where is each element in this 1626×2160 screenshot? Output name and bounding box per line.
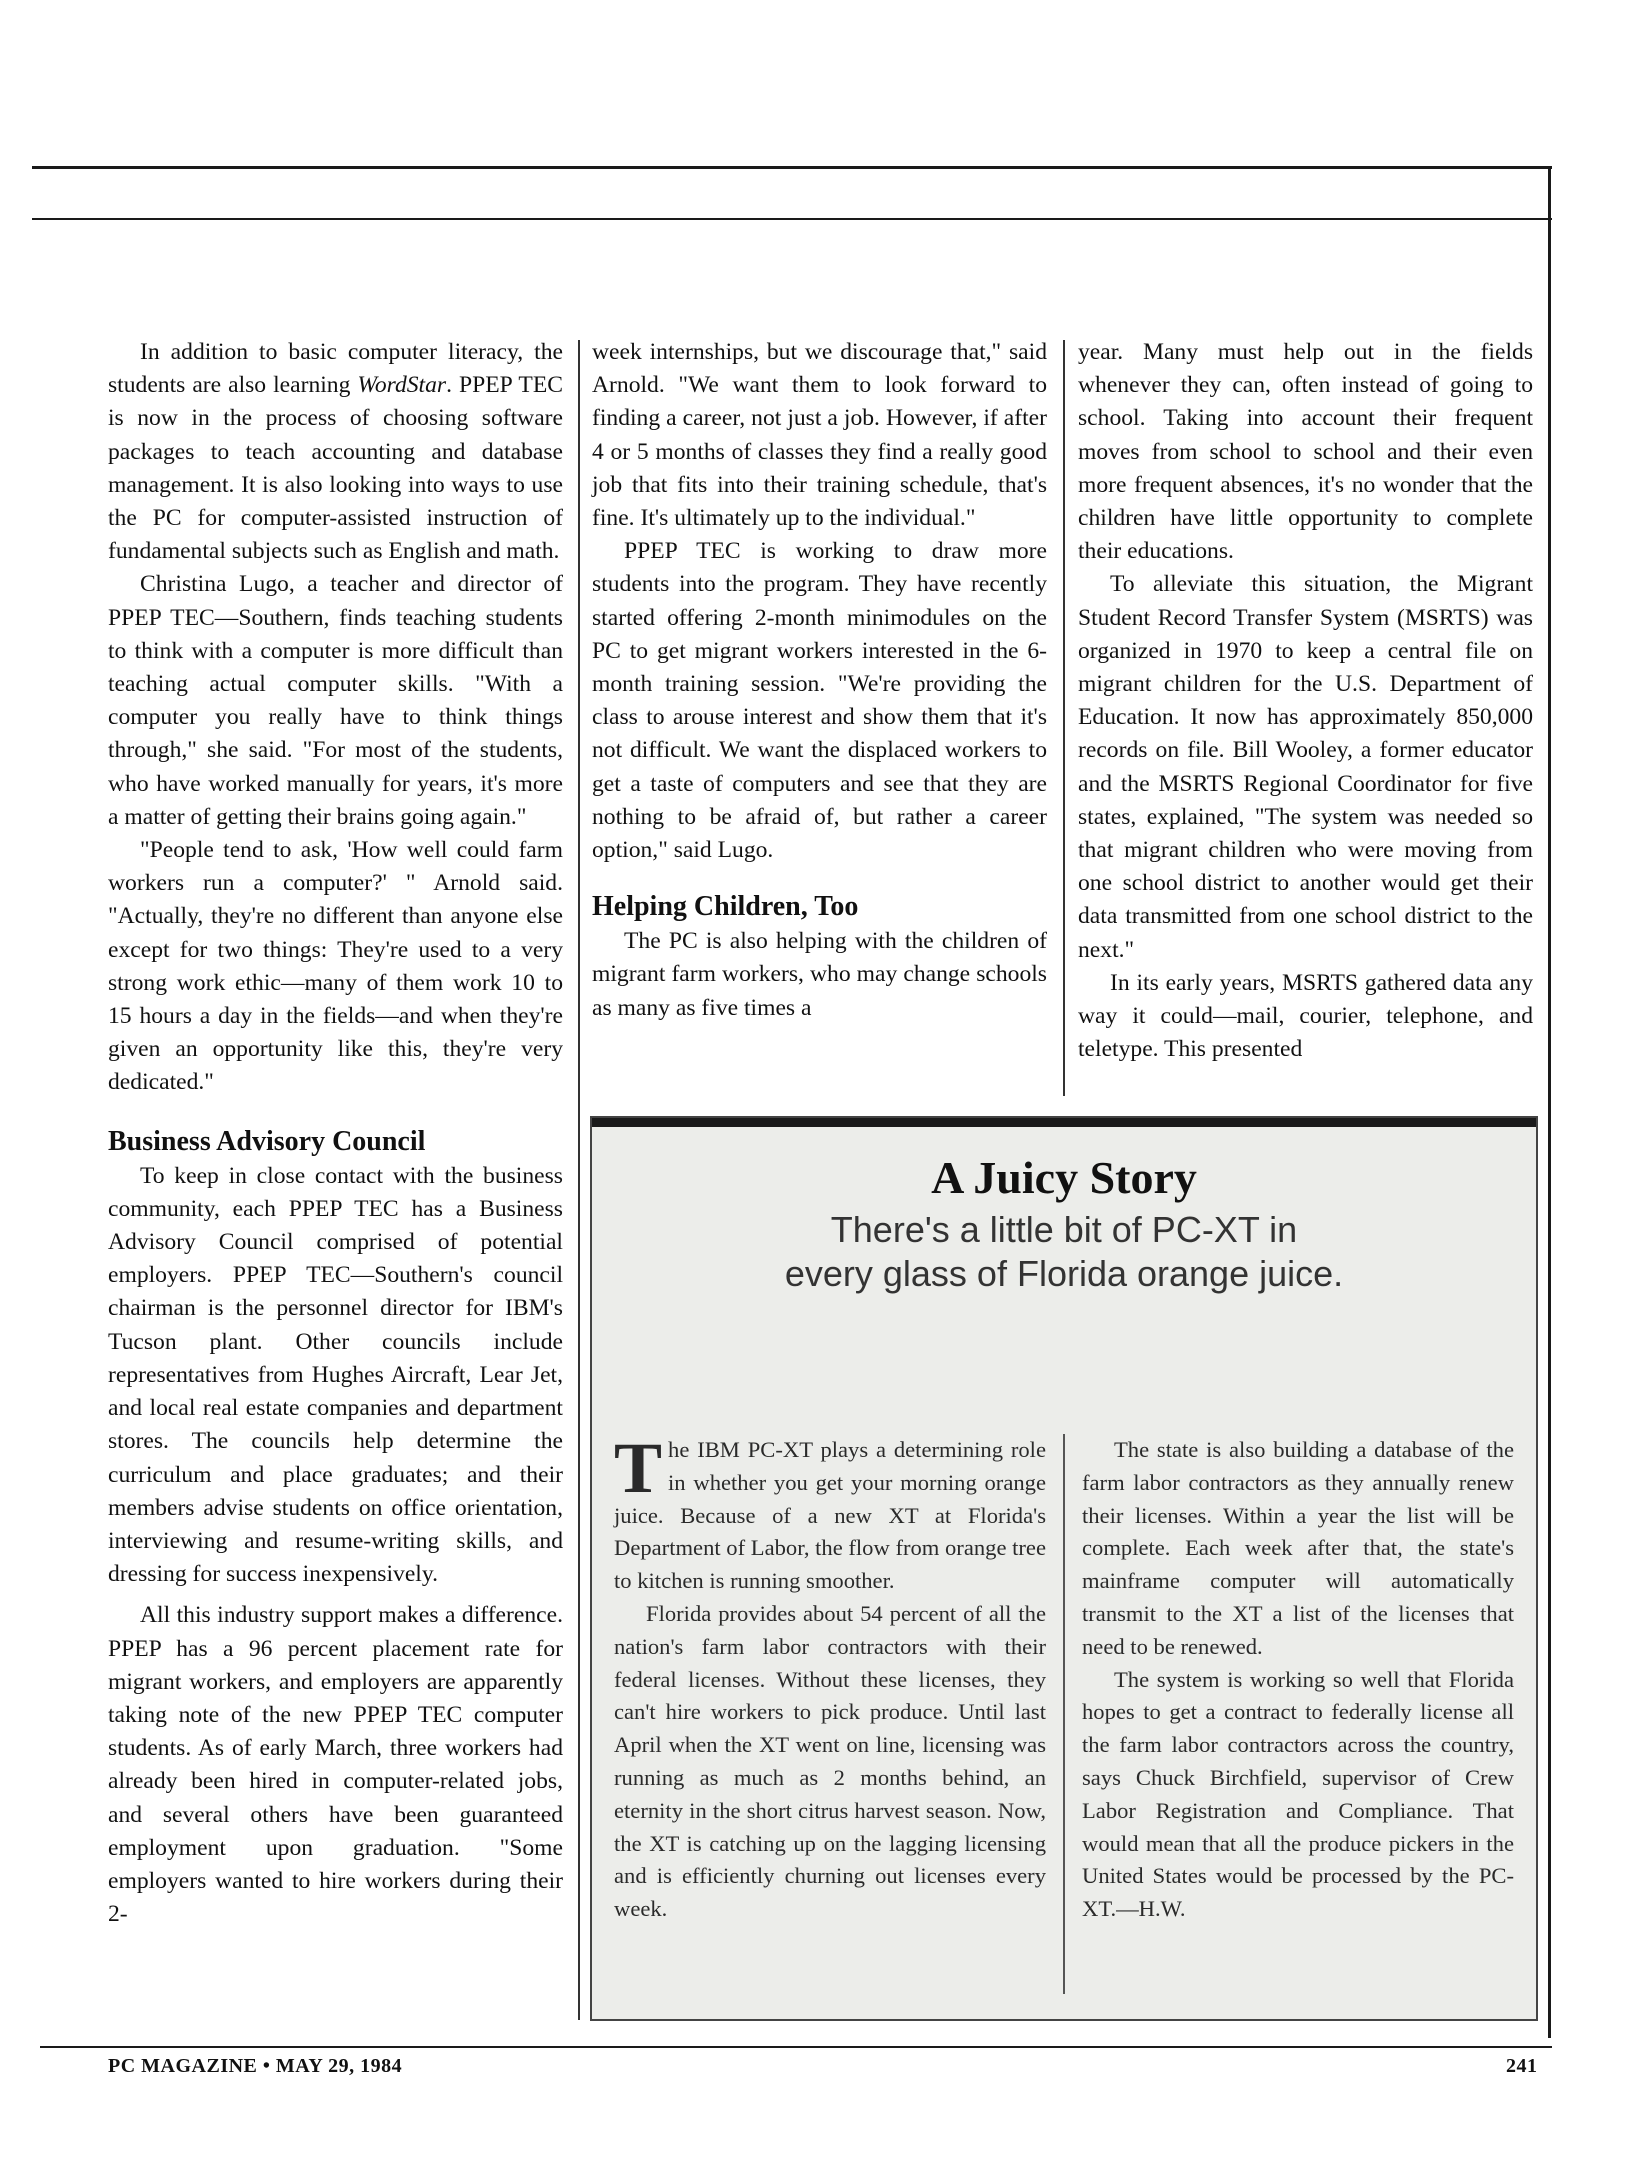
column-separator-2 <box>1063 340 1065 1096</box>
col1-paragraph-1: In addition to basic computer literacy, the students are also learning WordStar. PPEP TEC is now in the process of choosing software packages to teach accounting and database management. It is also looking into ways to use the PC for computer-assisted instruction of fundamental subjects such as English and math. <box>108 339 563 565</box>
header-rule-bottom <box>32 218 1552 220</box>
footer-publication: PC MAGAZINE • MAY 29, 1984 <box>108 2055 403 2077</box>
sidebar-left-paragraph-1: The IBM PC-XT plays a determining role in whether you get your morning orange juice. Because of a new XT at Florida's Department of Labor, the flow from orange tree to kitchen is running smoother. <box>614 1428 1046 1594</box>
section-heading-helping-children: Helping Children, Too <box>592 891 859 923</box>
article-column-1 <box>108 336 563 1931</box>
sidebar-subtitle <box>592 1208 1536 1296</box>
sidebar-column-left <box>614 1428 1046 1926</box>
col1-paragraph-3: "People tend to ask, 'How well could farm workers run a computer?' " Arnold said. "Actually, they're no different than anyone else except for two things: They're used to a very strong work ethic—many of them work 10 to 15 hours a day in the fields—and when they're given an opportunity like this, they're very dedicated." <box>108 837 563 1096</box>
article-column-3 <box>1078 336 1533 1066</box>
sidebar-right-paragraph-1: The state is also building a database of the farm labor contractors as they annually renew their licenses. Within a year the list will be complete. Each week after that, the state's mainframe computer will automatically transmit to the XT a list of the licenses that need to be renewed. <box>1082 1437 1514 1659</box>
sidebar-right-paragraph-2: The system is working so well that Florida hopes to get a contract to federally license all the farm labor contractors across the country, says Chuck Birchfield, supervisor of Crew Labor Registration and Compliance. That would mean that all the produce pickers in the United States would be processed by the PC-XT.—H.W. <box>1082 1666 1514 1922</box>
section-heading-business-advisory-council: Business Advisory Council <box>108 1125 426 1157</box>
sidebar-subtitle-line-1: There's a little bit of PC-XT in <box>830 1209 1298 1250</box>
wordstar-emphasis: WordStar <box>357 372 447 399</box>
col2-paragraph-2: PPEP TEC is working to draw more students into the program. They have recently started offering 2-month minimodules on the PC to get migrant workers interested in the 6-month training session. "We're providing the class to arouse interest and show them that it's not difficult. We want the displaced workers to get a taste of computers and see that they are nothing to be afraid of, but rather a career option," said Lugo. <box>592 538 1047 864</box>
sidebar-left-paragraph-2: Florida provides about 54 percent of all the nation's farm labor contractors with their federal licenses. Without these licenses, they can't hire workers to pick produce. Until last April when the XT went on line, licensing was running as much as 2 months behind, an eternity in the short citrus harvest season. Now, the XT is catching up on the lagging licensing and is efficiently churning out licenses every week. <box>614 1600 1046 1922</box>
sidebar-column-separator <box>1063 1434 1065 1994</box>
header-rule-right <box>1548 166 1551 2038</box>
article-column-2 <box>592 336 1047 1025</box>
col2-paragraph-3: The PC is also helping with the children of migrant farm workers, who may change schools as many as five times a <box>592 928 1047 1021</box>
footer-rule <box>40 2046 1552 2048</box>
column-separator-1 <box>578 340 580 2020</box>
header-rule-top <box>32 166 1552 169</box>
drop-cap: T <box>614 1428 663 1508</box>
col2-paragraph-1: week internships, but we discourage that," said Arnold. "We want them to look forward to finding a career, not just a job. However, if after 4 or 5 months of classes they find a really good job that fits into their training schedule, that's fine. It's ultimately up to the individual." <box>592 339 1047 532</box>
col3-paragraph-2: To alleviate this situation, the Migrant Student Record Transfer System (MSRTS) was organized in 1970 to keep a central file on migrant children for the U.S. Department of Education. It now has approximately 850,000 records on file. Bill Wooley, a former educator and the MSRTS Regional Coordinator for five states, explained, "The system was needed so that migrant children who were moving from one school district to another would get their data transmitted from one school district to the next." <box>1078 571 1533 963</box>
sidebar-box <box>590 1116 1538 2021</box>
sidebar-subtitle-line-2: every glass of Florida orange juice. <box>784 1253 1344 1294</box>
col1-paragraph-5: All this industry support makes a difference. PPEP has a 96 percent placement rate for migrant workers, and employers are apparently taking note of the new PPEP TEC computer students. As of early March, three workers had already been hired in computer-related jobs, and several others have been guaranteed employment upon graduation. "Some employers wanted to hire workers during their 2- <box>108 1602 563 1928</box>
sidebar-column-right <box>1082 1434 1514 1926</box>
sidebar-top-bar <box>592 1118 1536 1127</box>
sidebar-title: A Juicy Story <box>931 1152 1197 1203</box>
col3-paragraph-1: year. Many must help out in the fields whenever they can, often instead of going to school. Taking into account their frequent moves from school to school and their even more frequent absences, it's no wonder that the children have little opportunity to complete their educations. <box>1078 339 1533 565</box>
col3-paragraph-3: In its early years, MSRTS gathered data any way it could—mail, courier, telephone, and teletype. This presented <box>1078 969 1533 1063</box>
col1-paragraph-2: Christina Lugo, a teacher and director of PPEP TEC—Southern, finds teaching students to think with a computer is more difficult than teaching actual computer skills. "With a computer you really have to think things through," she said. "For most of the students, who have worked manually for years, it's more a matter of getting their brains going again." <box>108 571 563 830</box>
footer-page-number: 241 <box>1506 2055 1538 2077</box>
col1-paragraph-4: To keep in close contact with the business community, each PPEP TEC has a Business Advisory Council comprised of potential employers. PPEP TEC—Southern's council chairman is the personnel director for IBM's Tucson plant. Other councils include representatives from Hughes Aircraft, Lear Jet, and local real estate companies and department stores. The councils help determine the curriculum and place graduates; and their members advise students on office orientation, interviewing and resume-writing skills, and dressing for success inexpensively. <box>108 1162 563 1588</box>
